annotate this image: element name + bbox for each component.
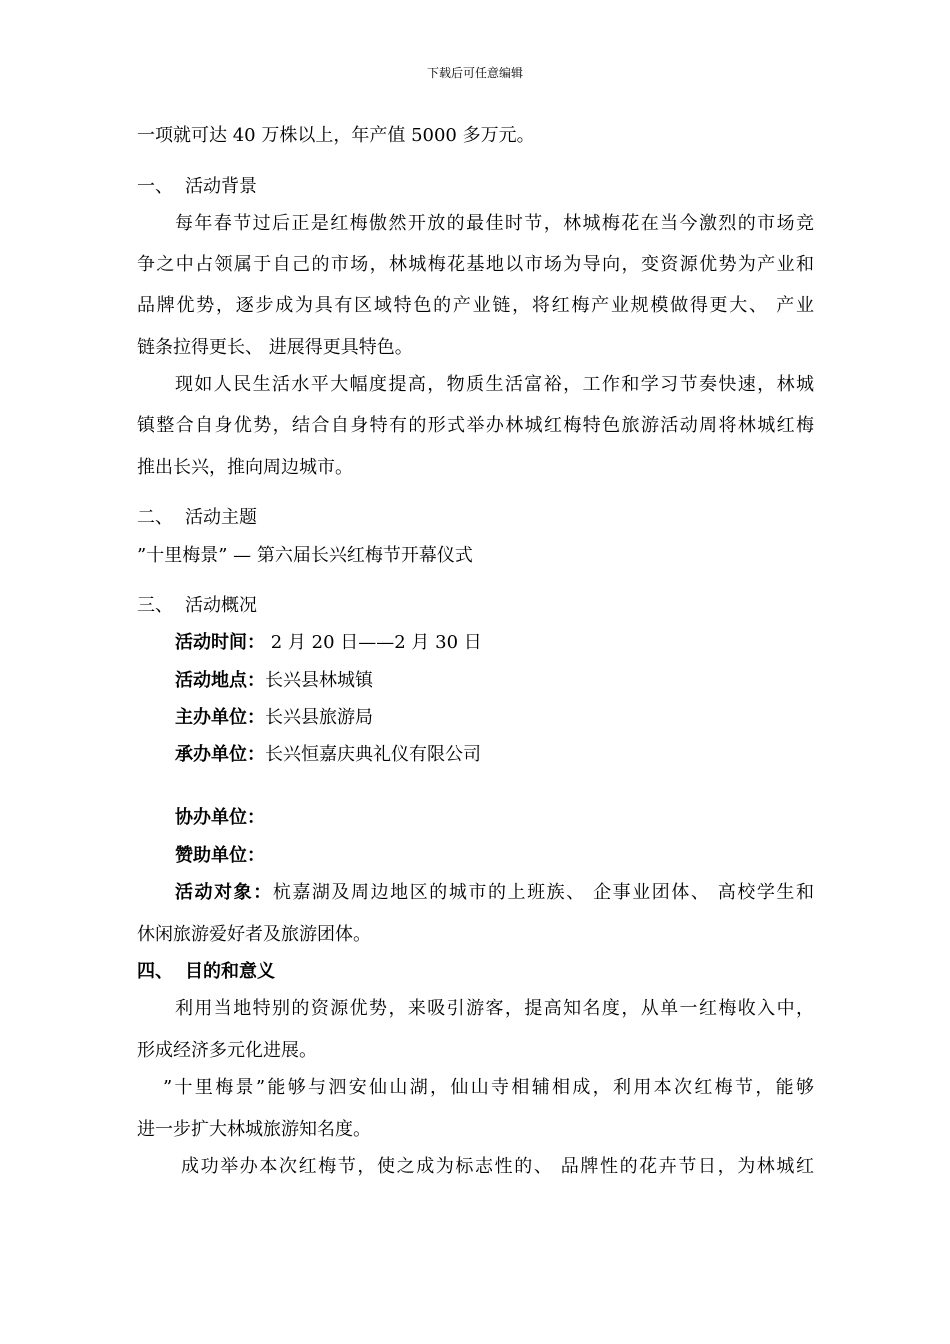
info-row-place <box>175 670 373 692</box>
info-value: 长兴县林城镇 <box>265 670 373 691</box>
paragraph-line: 进一步扩大林城旅游知名度。 <box>137 1119 371 1140</box>
paragraph-line: 每年春节过后正是红梅傲然开放的最佳时节，林城梅花在当今激烈的市场竞 <box>175 213 814 234</box>
paragraph-line: 休闲旅游爱好者及旅游团体。 <box>137 924 371 945</box>
paragraph-line: 推出长兴，推向周边城市。 <box>137 457 353 478</box>
info-value: 长兴县旅游局 <box>265 707 373 728</box>
info-row-co-organizer: 协办单位： <box>175 807 265 828</box>
section-number: 三、 <box>137 595 173 616</box>
info-value: 杭嘉湖及周边地区的城市的上班族、 企事业团体、 高校学生和 <box>272 882 814 903</box>
info-value: 2 月 20 日——2 月 30 日 <box>265 632 482 653</box>
section-heading-1 <box>137 176 257 198</box>
section-title: 目的和意义 <box>185 961 275 982</box>
paragraph-line: 形成经济多元化进展。 <box>137 1040 317 1061</box>
paragraph-line: 品牌优势，逐步成为具有区域特色的产业链，将红梅产业规模做得更大、 产业 <box>137 295 814 316</box>
section-number: 一、 <box>137 176 173 197</box>
section-title: 活动概况 <box>185 595 257 616</box>
info-row-host <box>175 707 373 729</box>
info-row-sponsor: 赞助单位： <box>175 845 265 866</box>
page-header: 下载后可任意编辑 <box>426 66 523 80</box>
info-label: 活动时间： <box>175 632 265 653</box>
info-row-time <box>175 632 482 654</box>
text-line: 一项就可达 40 万株以上，年产值 5000 多万元。 <box>137 125 535 146</box>
theme-line: ”十里梅景” — 第六届长兴红梅节开幕仪式 <box>137 545 473 566</box>
paragraph-line: 利用当地特别的资源优势，来吸引游客，提高知名度，从单一红梅收入中， <box>175 998 814 1019</box>
paragraph-line: 镇整合自身优势，结合自身特有的形式举办林城红梅特色旅游活动周将林城红梅 <box>137 415 814 436</box>
paragraph-line: 链条拉得更长、 进展得更具特色。 <box>137 337 413 358</box>
info-label: 承办单位： <box>175 744 265 765</box>
section-heading-3 <box>137 595 257 617</box>
info-row-target <box>175 882 814 904</box>
info-row-organizer <box>175 744 481 766</box>
paragraph-line: 现如人民生活水平大幅度提高，物质生活富裕，工作和学习节奏快速，林城 <box>175 374 814 395</box>
section-number: 二、 <box>137 507 173 528</box>
paragraph-line: 争之中占领属于自己的市场，林城梅花基地以市场为导向，变资源优势为产业和 <box>137 254 814 275</box>
paragraph-line: 成功举办本次红梅节，使之成为标志性的、 品牌性的花卉节日，为林城红 <box>181 1156 814 1177</box>
info-label: 活动对象： <box>175 882 273 903</box>
section-heading-2 <box>137 507 257 529</box>
section-heading-4 <box>137 961 275 983</box>
section-title: 活动主题 <box>185 507 257 528</box>
section-number: 四、 <box>137 961 173 982</box>
info-value: 长兴恒嘉庆典礼仪有限公司 <box>265 744 481 765</box>
info-label: 主办单位： <box>175 707 265 728</box>
section-title: 活动背景 <box>185 176 257 197</box>
info-label: 活动地点： <box>175 670 265 691</box>
paragraph-line: ”十里梅景”能够与泗安仙山湖，仙山寺相辅相成，利用本次红梅节，能够 <box>163 1077 814 1098</box>
